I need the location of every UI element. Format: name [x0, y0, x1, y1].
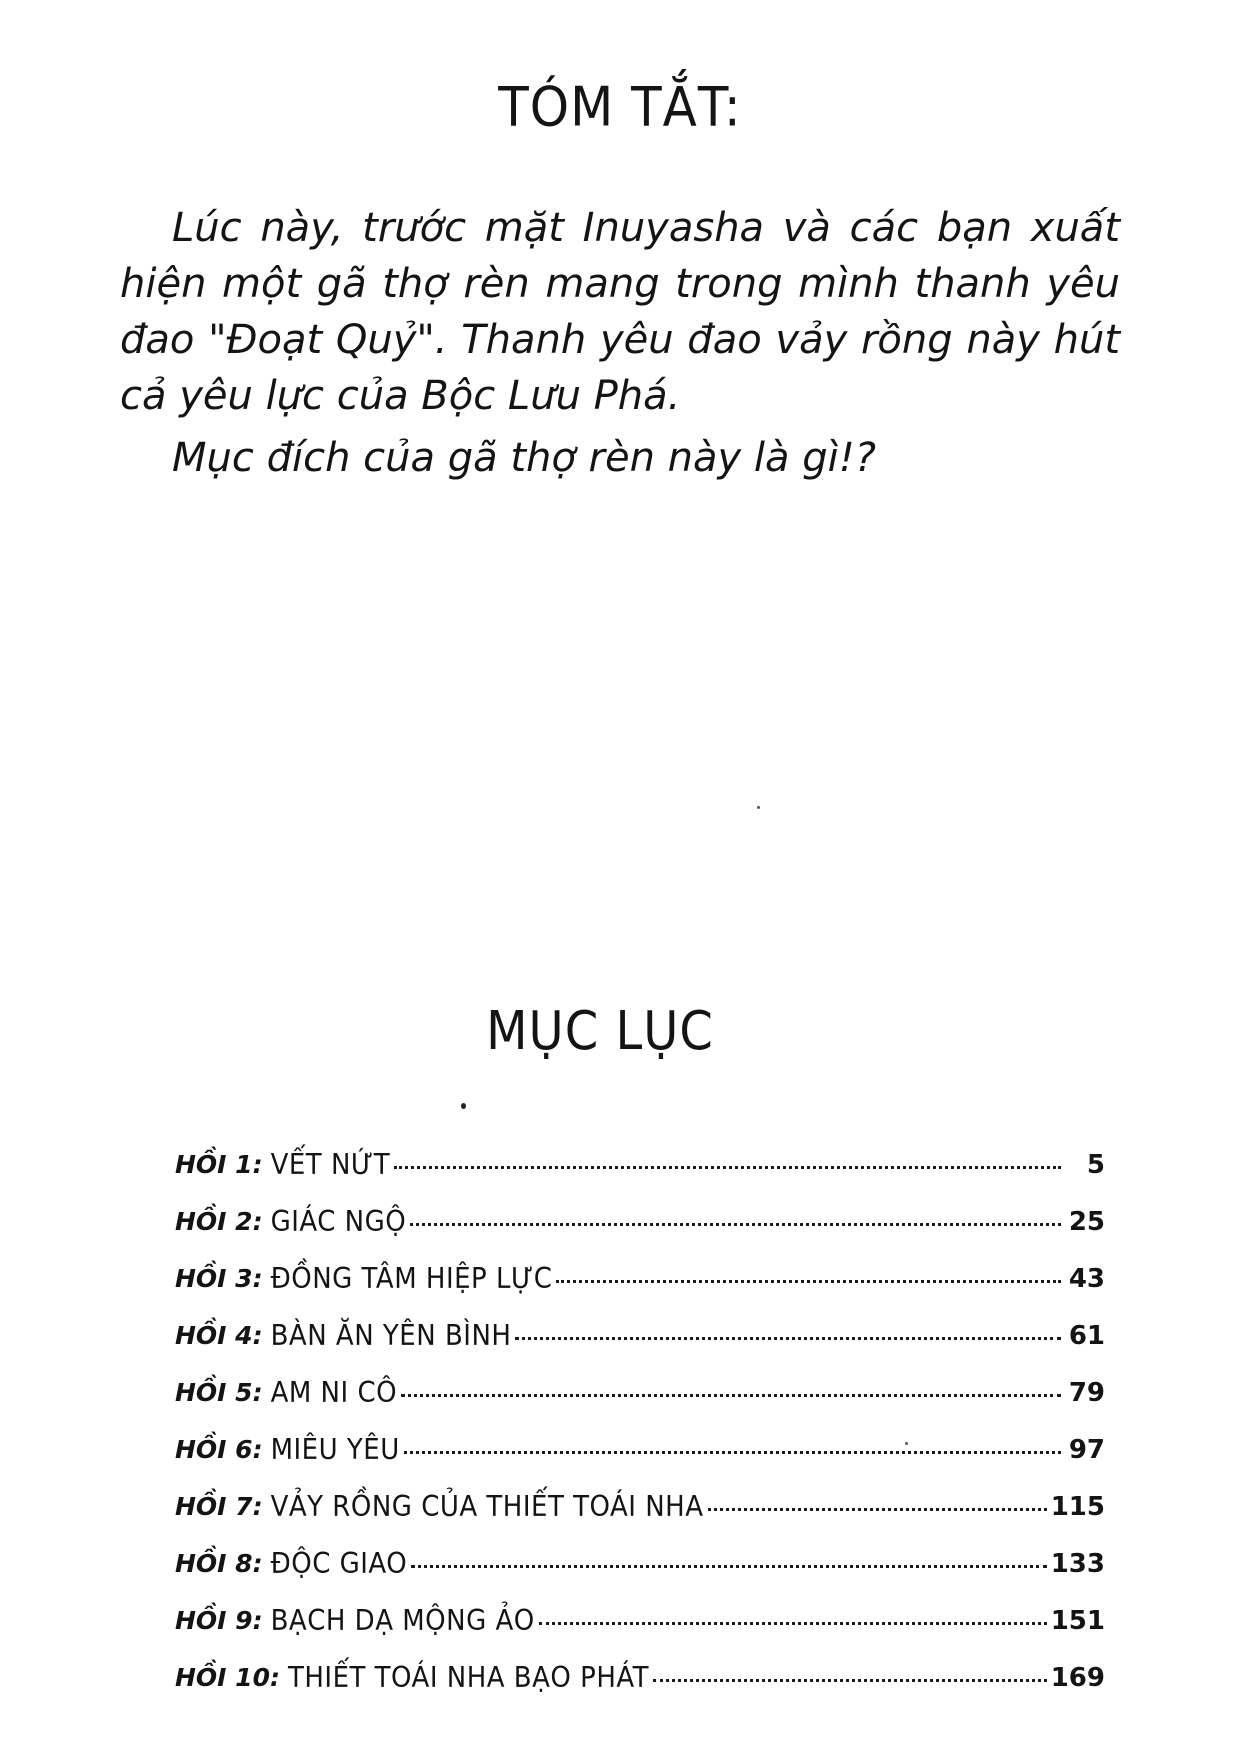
- toc-chapter-name: VẢY RỒNG CỦA THIẾT TOÁI NHA: [270, 1490, 704, 1524]
- toc-chapter-number: HỒI 6:: [175, 1435, 263, 1464]
- toc-dot-leader: [556, 1280, 1061, 1283]
- toc-page-number: 133: [1050, 1549, 1105, 1579]
- toc-entry: [175, 1606, 1105, 1663]
- toc-dot-leader: [515, 1337, 1061, 1340]
- toc-chapter-number: HỒI 9:: [175, 1606, 263, 1635]
- scan-speck: [461, 1103, 466, 1109]
- toc-chapter-name: BẠCH DẠ MỘNG ẢO: [270, 1604, 535, 1638]
- toc-dot-leader: [539, 1622, 1047, 1625]
- toc-dot-leader: [394, 1166, 1061, 1169]
- toc-entry: [175, 1264, 1105, 1321]
- toc-dot-leader: [404, 1451, 1061, 1454]
- toc-chapter-name: VẾT NỨT: [270, 1148, 391, 1182]
- toc-chapter-name: GIÁC NGỘ: [270, 1205, 407, 1239]
- toc-page-number: 115: [1050, 1492, 1105, 1522]
- table-of-contents: [175, 1150, 1105, 1720]
- toc-page-number: 169: [1050, 1663, 1105, 1693]
- toc-chapter-number: HỒI 8:: [175, 1549, 263, 1578]
- summary-paragraph: Lúc này, trước mặt Inuyasha và các bạn xuất hiện một gã thợ rèn mang trong mình thanh yêu đao "Đoạt Quỷ". Thanh yêu đao vảy rồng này hút cả yêu lực của Bộc Lưu Phá.: [120, 205, 1120, 419]
- toc-page-number: 61: [1068, 1321, 1105, 1351]
- toc-chapter-number: HỒI 1:: [175, 1150, 263, 1179]
- toc-entry: [175, 1663, 1105, 1720]
- toc-chapter-name: ĐỒNG TÂM HIỆP LỰC: [270, 1262, 553, 1296]
- toc-entry: [175, 1207, 1105, 1264]
- toc-dot-leader: [410, 1223, 1061, 1226]
- toc-chapter-number: HỒI 7:: [175, 1492, 263, 1521]
- toc-dot-leader: [411, 1565, 1047, 1568]
- toc-entry: [175, 1321, 1105, 1378]
- toc-page-number: 151: [1050, 1606, 1105, 1636]
- toc-page-number: 25: [1068, 1207, 1105, 1237]
- toc-chapter-number: HỒI 3:: [175, 1264, 263, 1293]
- toc-chapter-number: HỒI 4:: [175, 1321, 263, 1350]
- toc-page-number: 79: [1068, 1378, 1105, 1408]
- toc-page-number: 43: [1068, 1264, 1105, 1294]
- toc-chapter-name: BÀN ĂN YÊN BÌNH: [270, 1319, 512, 1353]
- summary-title: TÓM TẮT:: [498, 75, 742, 139]
- toc-chapter-name: MIÊU YÊU: [270, 1433, 400, 1467]
- toc-entry: [175, 1150, 1105, 1207]
- toc-chapter-name: ĐỘC GIAO: [270, 1547, 408, 1581]
- toc-dot-leader: [653, 1679, 1047, 1682]
- toc-title: MỤC LỤC: [486, 999, 714, 1063]
- toc-dot-leader: [708, 1508, 1047, 1511]
- toc-chapter-number: HỒI 2:: [175, 1207, 263, 1236]
- toc-entry: [175, 1492, 1105, 1549]
- summary-paragraph: Mục đích của gã thợ rèn này là gì!?: [172, 435, 877, 481]
- toc-chapter-name: THIẾT TOÁI NHA BẠO PHÁT: [287, 1661, 650, 1695]
- toc-entry: [175, 1549, 1105, 1606]
- toc-chapter-name: AM NI CÔ: [270, 1376, 398, 1410]
- toc-page-number: 5: [1086, 1150, 1105, 1180]
- summary-text: [120, 200, 1120, 492]
- toc-chapter-number: HỒI 5:: [175, 1378, 263, 1407]
- toc-entry: [175, 1435, 1105, 1492]
- toc-chapter-number: HỒI 10:: [175, 1663, 280, 1692]
- toc-dot-leader: [401, 1394, 1061, 1397]
- toc-page-number: 97: [1068, 1435, 1105, 1465]
- toc-entry: [175, 1378, 1105, 1435]
- scan-speck: [757, 806, 760, 809]
